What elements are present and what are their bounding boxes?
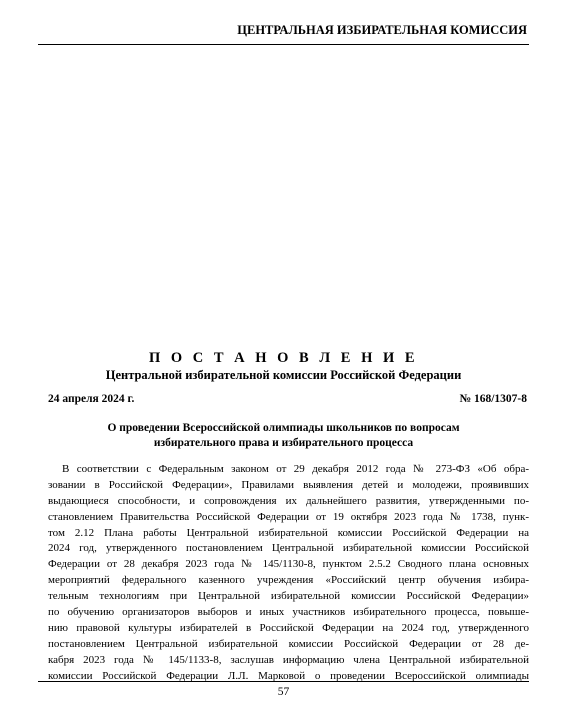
document-subject-line: О проведении Всероссийской олимпиады школьников по вопросам: [107, 422, 460, 434]
header-organization: ЦЕНТРАЛЬНАЯ ИЗБИРАТЕЛЬНАЯ КОМИССИЯ: [237, 23, 527, 37]
document-subject: [60, 421, 507, 451]
body-line: комиссии Российской Федерации Л.Л. Марковой о проведении Всероссийской олимпиады: [48, 669, 529, 682]
document-body: [48, 462, 529, 684]
footer-divider: [38, 681, 529, 682]
page-number: 57: [277, 686, 290, 698]
body-line: по обучению организаторов выборов и иных участников избирательного процесса, повыше-: [48, 606, 529, 619]
document-type-title: П О С Т А Н О В Л Е Н И Е: [148, 350, 419, 366]
body-line: Федерации от 28 декабря 2023 года № 145/1130-8, пунктом 2.5.2 Сводного плана основных: [48, 558, 529, 571]
body-line: В соответствии с Федеральным законом от 29 декабря 2012 года № 273-ФЗ «Об обра-: [62, 463, 529, 475]
body-line: становлением Правительства Российской Федерации от 19 октября 2023 года № 1738, пунк-: [48, 510, 529, 523]
header-divider: [38, 44, 529, 45]
document-number: № 168/1307-8: [459, 393, 527, 405]
body-line: выдающиеся способности, и сопровождения их дальнейшего развития, утвержденными по-: [48, 494, 529, 507]
body-line: кабря 2023 года № 145/1133-8, заслушав информацию члена Центральной избирательной: [48, 653, 529, 666]
body-line: нию правовой культуры избирателей в Российской Федерации на 2024 год, утвержденного: [48, 621, 529, 634]
body-line: том 2.12 Плана работы Центральной избирательной комиссии Российской Федерации на: [48, 526, 529, 539]
document-authority: Центральной избирательной комиссии Российской Федерации: [105, 368, 462, 382]
body-line: 2024 год, утвержденного постановлением Центральной избирательной комиссии Российской: [48, 542, 529, 555]
body-line: постановлением Центральной избирательной комиссии Российской Федерации от 28 де-: [48, 637, 529, 650]
body-line: мероприятий федерального казенного учреждения «Российский центр обучения избира-: [48, 574, 529, 587]
document-date: 24 апреля 2024 г.: [48, 393, 135, 405]
body-line: тельным технологиям при Центральной избирательной комиссии Российской Федерации»: [48, 590, 529, 603]
document-subject-line: избирательного права и избирательного процесса: [153, 437, 414, 449]
body-line: зовании в Российской Федерации», Правилами выявления детей и молодежи, проявивших: [48, 478, 529, 491]
